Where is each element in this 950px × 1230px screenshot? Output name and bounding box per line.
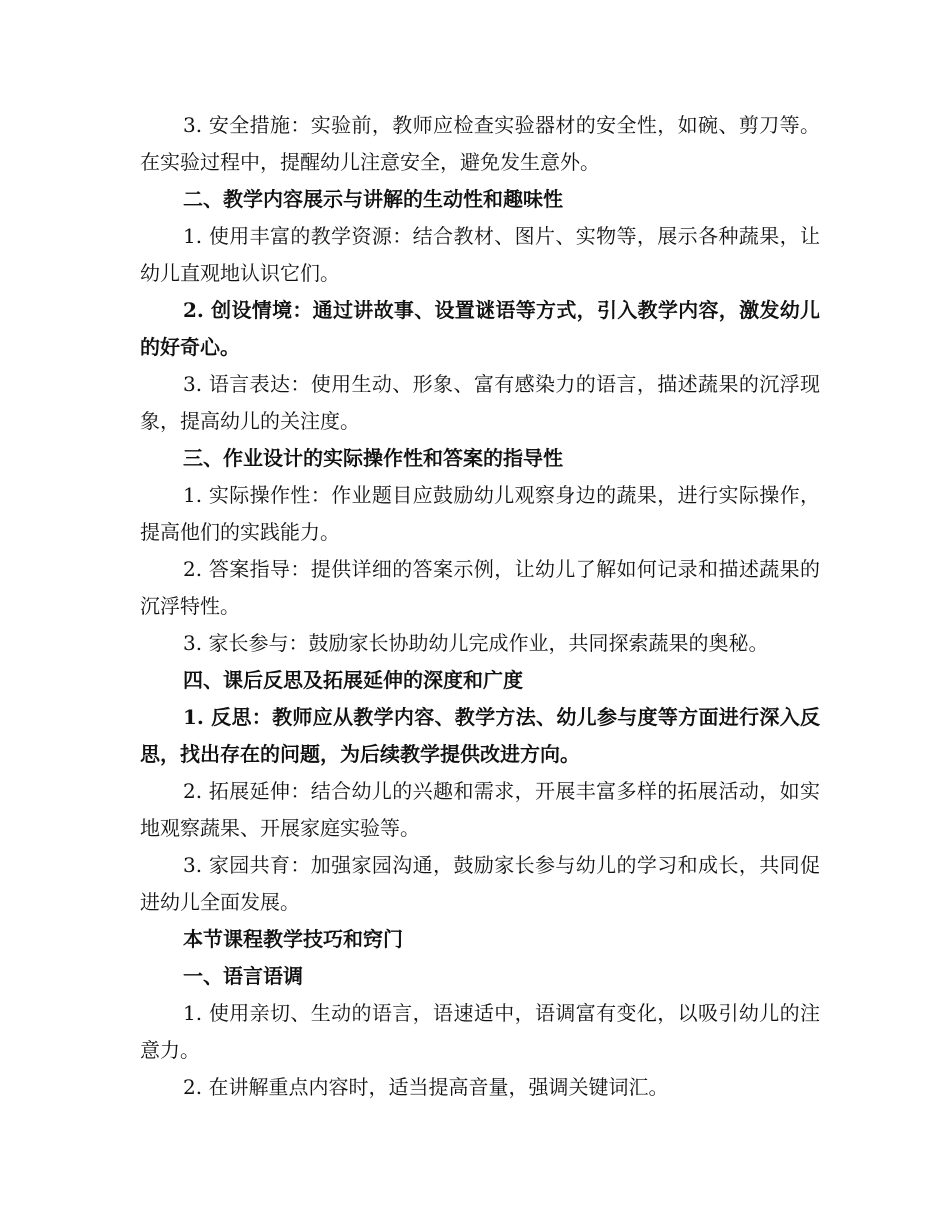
paragraph-answer-guidance: 2. 答案指导：提供详细的答案示例，让幼儿了解如何记录和描述蔬果的沉浮特性。 (140, 557, 820, 618)
heading-section-4: 四、课后反思及拓展延伸的深度和广度 (183, 668, 523, 692)
heading-section-3: 三、作业设计的实际操作性和答案的指导性 (183, 446, 563, 470)
paragraph-home-school: 3. 家园共育：加强家园沟通，鼓励家长参与幼儿的学习和成长，共同促进幼儿全面发展。 (140, 853, 820, 914)
paragraph-reflection: 1. 反思：教师应从教学内容、教学方法、幼儿参与度等方面进行深入反思，找出存在的问题，为后续教学提供改进方向。 (140, 705, 820, 766)
document-page (140, 107, 820, 1106)
heading-section-2: 二、教学内容展示与讲解的生动性和趣味性 (183, 187, 563, 211)
paragraph-extension: 2. 拓展延伸：结合幼儿的兴趣和需求，开展丰富多样的拓展活动，如实地观察蔬果、开展家庭实验等。 (140, 779, 820, 840)
paragraph-friendly-language: 1. 使用亲切、生动的语言，语速适中，语调富有变化，以吸引幼儿的注意力。 (140, 1001, 820, 1062)
paragraph-safety-measures: 3. 安全措施：实验前，教师应检查实验器材的安全性，如碗、剪刀等。在实验过程中，提醒幼儿注意安全，避免发生意外。 (140, 113, 820, 174)
paragraph-parent-participation: 3. 家长参与：鼓励家长协助幼儿完成作业，共同探索蔬果的奥秘。 (183, 631, 769, 655)
paragraph-teaching-resources: 1. 使用丰富的教学资源：结合教材、图片、实物等，展示各种蔬果，让幼儿直观地认识它们。 (140, 224, 820, 285)
paragraph-create-scenario: 2. 创设情境：通过讲故事、设置谜语等方式，引入教学内容，激发幼儿的好奇心。 (140, 298, 820, 359)
heading-language-tone: 一、语言语调 (183, 964, 303, 988)
paragraph-language-expression: 3. 语言表达：使用生动、形象、富有感染力的语言，描述蔬果的沉浮现象，提高幼儿的关注度。 (140, 372, 820, 433)
heading-teaching-tips: 本节课程教学技巧和窍门 (183, 927, 403, 951)
paragraph-practical-operation: 1. 实际操作性：作业题目应鼓励幼儿观察身边的蔬果，进行实际操作，提高他们的实践能力。 (140, 483, 820, 544)
paragraph-emphasize-keywords: 2. 在讲解重点内容时，适当提高音量，强调关键词汇。 (183, 1075, 669, 1099)
